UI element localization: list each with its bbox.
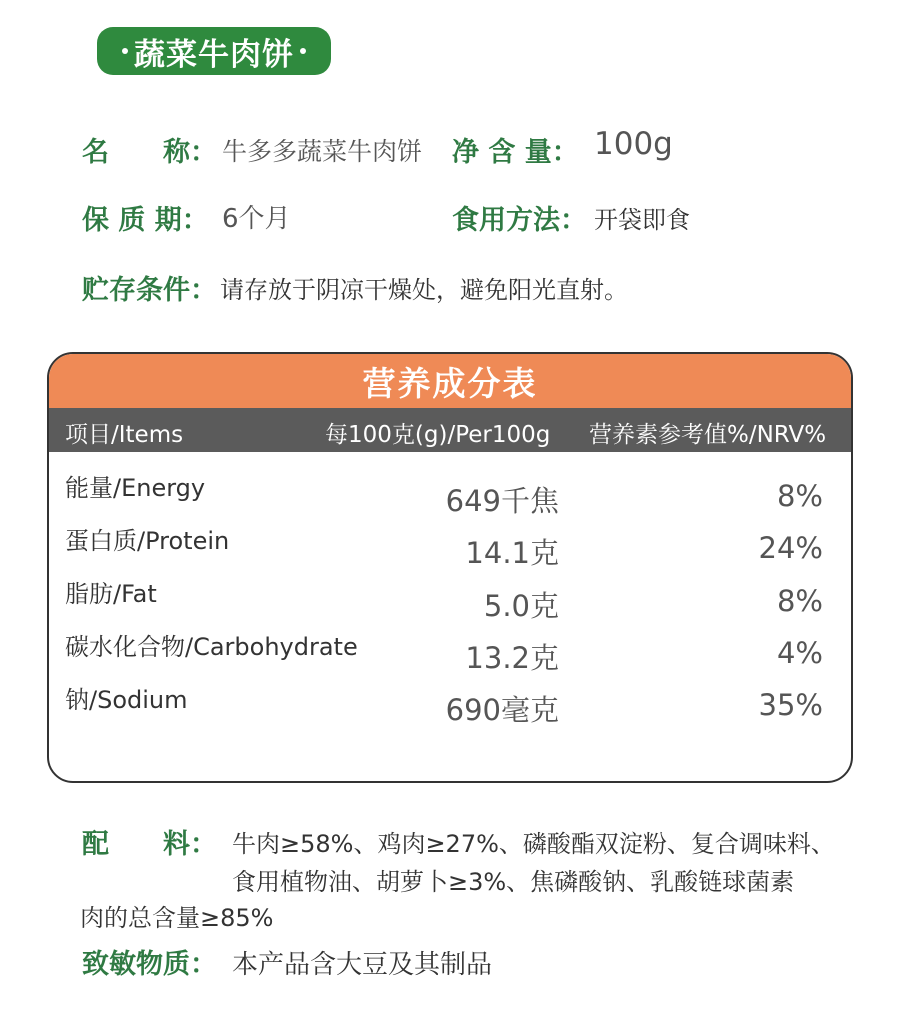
nutrient-amount: 14.1克 <box>465 536 559 570</box>
bullet-dot-icon <box>122 48 128 54</box>
column-header-per100g: 每100克(g)/Per100g <box>325 422 551 448</box>
nutrient-nrv: 8% <box>776 584 823 618</box>
ingredients-label: 配 料： <box>82 829 217 860</box>
nutrient-amount: 13.2克 <box>465 641 559 675</box>
column-header-items: 项目/Items <box>65 422 184 448</box>
nutrient-nrv: 4% <box>776 636 823 670</box>
meat-content-note: 肉的总含量≥85% <box>80 904 274 932</box>
net-content-label: 净 含 量： <box>452 137 579 168</box>
shelf-life-value: 6个月 <box>222 204 291 234</box>
bullet-dot-icon <box>300 48 306 54</box>
usage-value: 开袋即食 <box>594 206 690 234</box>
nutrient-nrv: 8% <box>776 479 823 513</box>
nutrition-table-title: 营养成分表 <box>49 354 851 408</box>
storage-value: 请存放于阴凉干燥处，避免阳光直射。 <box>220 276 628 304</box>
nutrient-name: 能量/Energy <box>65 474 206 502</box>
nutrient-nrv: 24% <box>758 531 823 565</box>
ingredients-line-2: 食用植物油、胡萝卜≥3%、焦磷酸钠、乳酸链球菌素 <box>232 868 795 896</box>
nutrient-amount: 649千焦 <box>445 484 559 518</box>
usage-label: 食用方法： <box>452 205 587 236</box>
product-title: 蔬菜牛肉饼 <box>134 36 294 73</box>
column-header-nrv: 营养素参考值%/NRV% <box>589 422 827 448</box>
storage-label: 贮存条件： <box>82 275 217 306</box>
nutrient-name: 碳水化合物/Carbohydrate <box>65 633 358 661</box>
product-title-badge <box>97 27 331 75</box>
nutrient-name: 蛋白质/Protein <box>65 527 230 555</box>
nutrient-nrv: 35% <box>758 688 823 722</box>
nutrient-amount: 5.0克 <box>483 589 559 623</box>
nutrient-name: 脂肪/Fat <box>65 580 157 608</box>
nutrient-name: 钠/Sodium <box>65 686 188 714</box>
nutrition-table-header <box>49 408 851 452</box>
ingredients-line-1: 牛肉≥58%、鸡肉≥27%、磷酸酯双淀粉、复合调味料、 <box>232 830 835 858</box>
allergen-label: 致敏物质： <box>82 949 217 980</box>
shelf-life-label: 保 质 期： <box>82 205 209 236</box>
allergen-value: 本产品含大豆及其制品 <box>232 950 493 980</box>
nutrient-amount: 690毫克 <box>445 693 559 727</box>
nutrition-table <box>47 352 853 783</box>
net-content-value: 100g <box>594 126 673 162</box>
name-value: 牛多多蔬菜牛肉饼 <box>222 137 423 166</box>
name-label: 名 称： <box>82 137 217 168</box>
